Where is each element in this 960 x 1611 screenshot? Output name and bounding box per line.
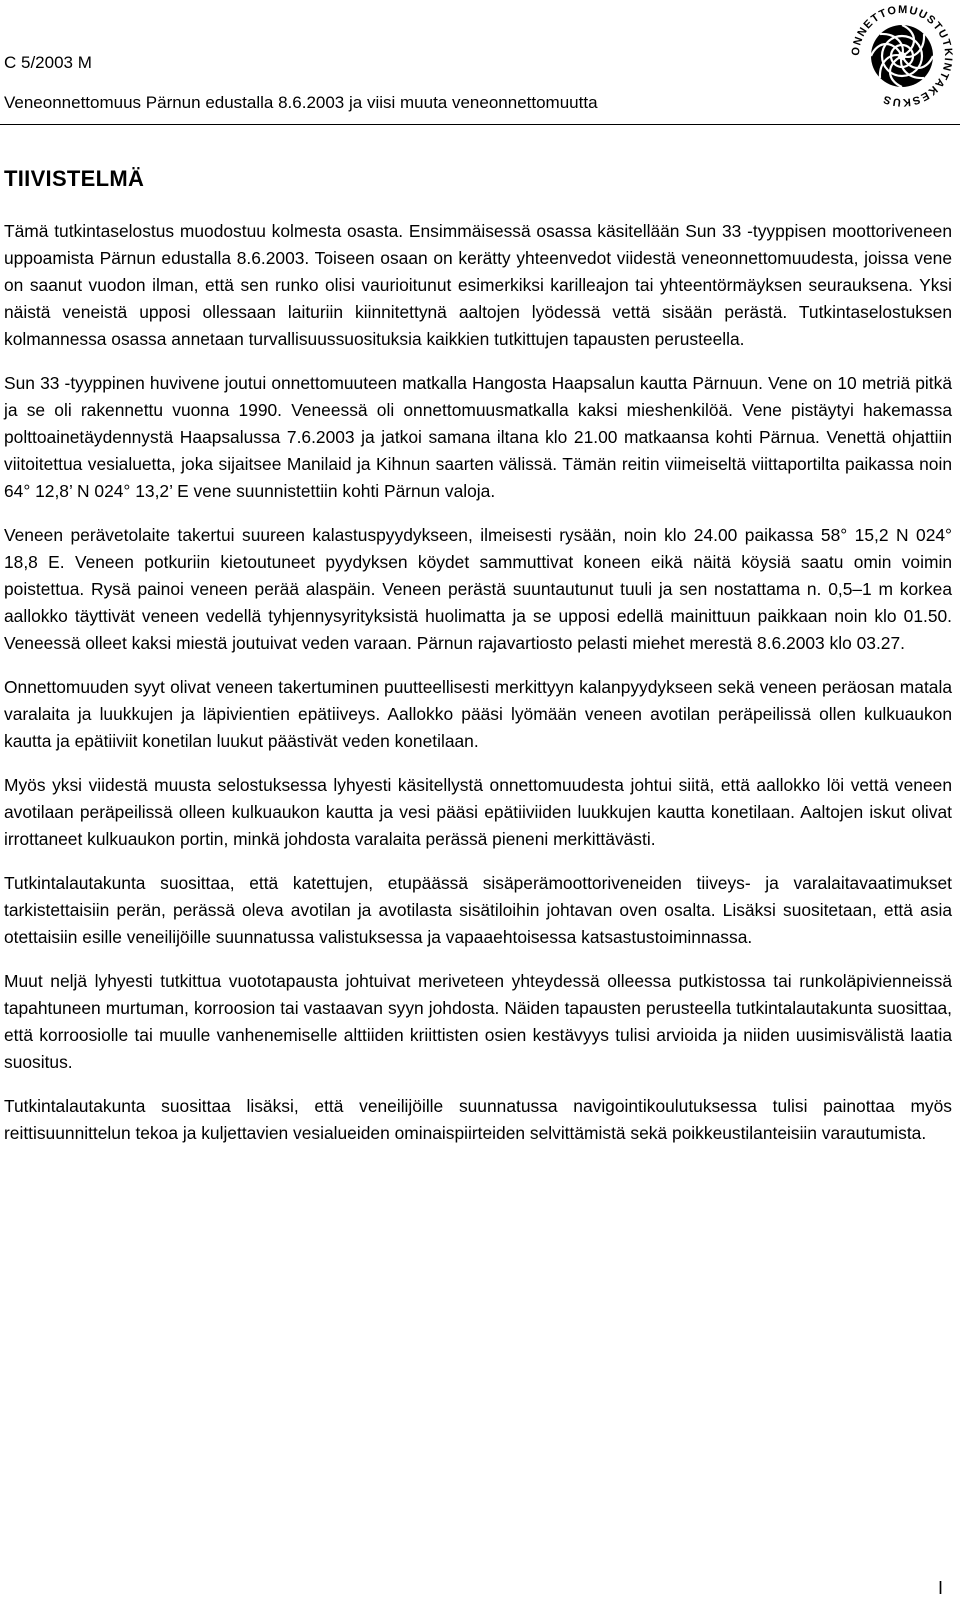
- document-header: [4, 52, 844, 114]
- header-divider: [0, 124, 960, 125]
- logo-spiral-icon: [871, 25, 933, 87]
- logo-ring-text: ONNETTOMUUSTUTKINTAKESKUS: [849, 3, 955, 109]
- summary-paragraph: Tutkintalautakunta suosittaa, että katettujen, etupäässä sisäperämoottoriveneiden tiiveys- ja varalaitavaatimukset tarkistettaisiin perän, perässä oleva avotilan ja avotilasta sisätiloihin johtavan oven osalta. Lisäksi suositetaan, että asia otettaisiin esille veneilijöille suunnatussa valistuksessa ja vapaaehtoisessa katsastustoiminnassa.: [4, 873, 952, 947]
- summary-body: [4, 218, 952, 1164]
- report-code: C 5/2003 M: [4, 53, 92, 72]
- summary-paragraph: Tämä tutkintaselostus muodostuu kolmesta osasta. Ensimmäisessä osassa käsitellään Sun 33 -tyyppisen moottoriveneen uppoamista Pärnun edustalla 8.6.2003. Toiseen osaan on kerätty yhteenvedot viidestä veneonnettomuudesta, joissa vene on saanut vuodon ilman, että sen runko olisi vaurioitunut esimerkiksi karilleajon tai yhteentörmäyksen seurauksena. Yksi näistä veneistä upposi ollessaan laituriin kiinnitettynä aaltojen lyödessä vettä sisään perästä. Tutkintaselostuksen kolmannessa osassa annetaan turvallisuussuosituksia kaikkien tutkittujen tapausten perusteella.: [4, 221, 952, 349]
- section-title: TIIVISTELMÄ: [4, 166, 145, 191]
- summary-paragraph: Onnettomuuden syyt olivat veneen takertuminen puutteellisesti merkittyyn kalanpyydykseen sekä veneen peräosan matala varalaita ja luukkujen ja läpivientien epätiiveys. Aallokko pääsi lyömään veneen avotilan peräpeilissä ollen kulkuaukon kautta ja epätiiviit konetilan luukut päästivät veden konetilaan.: [4, 677, 952, 751]
- report-subtitle: Veneonnettomuus Pärnun edustalla 8.6.2003 ja viisi muuta veneonnettomuutta: [4, 93, 598, 112]
- summary-paragraph: Muut neljä lyhyesti tutkittua vuototapausta johtuivat meriveteen yhteydessä olleessa putkistossa tai runkoläpivienneissä tapahtuneen murtuman, korroosion tai vastaavan syyn johdosta. Näiden tapausten perusteella tutkintalautakunta suosittaa, että korroosiolle tai muulle vanhenemiselle alttiiden kriittisten osien kestävyys tulisi arvioida ja niiden uusimisvälistä laatia suositus.: [4, 971, 952, 1072]
- onnettomuustutkintakeskus-logo: [848, 2, 956, 110]
- page-number: I: [938, 1578, 944, 1598]
- summary-paragraph: Sun 33 -tyyppinen huvivene joutui onnettomuuteen matkalla Hangosta Haapsalun kautta Pärnuun. Vene on 10 metriä pitkä ja se oli rakennettu vuonna 1990. Veneessä oli onnettomuusmatkalla kaksi mieshenkilöä. Vene pistäytyi hakemassa polttoainetäydennystä Haapsalussa 7.6.2003 ja jatkoi samana iltana klo 21.00 matkaansa kohti Pärnua. Venettä ohjattiin viitoitettua vesialuetta, joka sijaitsee Manilaid ja Kihnun saarten välissä. Tämän reitin viimeiseltä viittaportilta paikassa noin 64° 12,8’ N 024° 13,2’ E vene suunnistettiin kohti Pärnun valoja.: [4, 373, 952, 501]
- summary-paragraph: Veneen perävetolaite takertui suureen kalastuspyydykseen, ilmeisesti rysään, noin klo 24.00 paikassa 58° 15,2 N 024° 18,8 E. Veneen potkuriin kietoutuneet pyydyksen köydet sammuttivat koneen eikä näitä köysiä saatu omin voimin poistettua. Rysä painoi veneen perää alaspäin. Veneen perästä suuntautunut tuuli ja sen nostattama n. 0,5–1 m korkea aallokko täyttivät veneen vedellä tyhjennysyrityksistä huolimatta ja se upposi edellä mainittuun paikkaan noin klo 01.50. Veneessä olleet kaksi miestä joutuivat veden varaan. Pärnun rajavartiosto pelasti miehet merestä 8.6.2003 klo 03.27.: [4, 525, 952, 653]
- summary-paragraph: Myös yksi viidestä muusta selostuksessa lyhyesti käsitellystä onnettomuudesta johtui siitä, että aallokko löi vettä veneen avotilaan peräpeilissä olleen kulkuaukon kautta ja vesi pääsi epätiiviiden luukkujen kautta konetilaan. Aaltojen iskut olivat irrottaneet kulkuaukon portin, minkä johdosta varalaita perässä pieneni merkittävästi.: [4, 775, 952, 849]
- summary-paragraph: Tutkintalautakunta suosittaa lisäksi, että veneilijöille suunnatussa navigointikoulutuksessa tulisi painottaa myös reittisuunnittelun tekoa ja kuljettavien vesialueiden ominaispiirteiden selvittämistä sekä poikkeustilanteisiin varautumista.: [4, 1096, 952, 1143]
